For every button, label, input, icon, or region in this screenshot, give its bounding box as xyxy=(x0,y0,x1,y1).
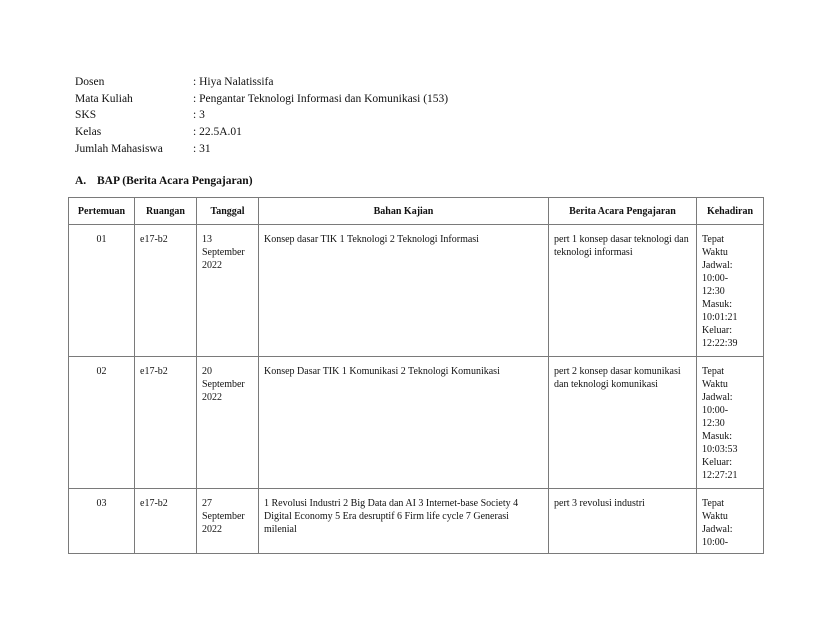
info-label: Mata Kuliah xyxy=(75,92,133,105)
info-row-jumlah-mahasiswa xyxy=(75,141,448,158)
info-row-mata-kuliah xyxy=(75,91,448,108)
cell-bahan-kajian: Konsep dasar TIK 1 Teknologi 2 Teknologi Informasi xyxy=(259,225,549,357)
info-row-sks xyxy=(75,107,448,124)
kehadiran-line: 10:00- xyxy=(702,537,729,548)
cell-kehadiran xyxy=(697,357,764,489)
info-label: SKS xyxy=(75,109,97,122)
kehadiran-line: Masuk: xyxy=(702,299,732,310)
bap-table xyxy=(68,197,764,554)
kehadiran-line: Tepat xyxy=(702,234,725,245)
cell-tanggal: 20 September 2022 xyxy=(197,357,259,489)
course-info xyxy=(75,74,448,158)
header-kehadiran: Kehadiran xyxy=(697,198,764,225)
cell-ruangan: e17-b2 xyxy=(135,225,197,357)
kehadiran-line: Keluar: xyxy=(702,457,732,468)
table-row xyxy=(69,225,764,357)
info-value: : 22.5A.01 xyxy=(193,126,242,139)
kehadiran-line: Masuk: xyxy=(702,431,732,442)
cell-berita-acara: pert 2 konsep dasar komunikasi dan teknologi komunikasi xyxy=(549,357,697,489)
cell-pertemuan: 01 xyxy=(69,225,135,357)
table-row xyxy=(69,357,764,489)
header-tanggal: Tanggal xyxy=(197,198,259,225)
cell-bahan-kajian: Konsep Dasar TIK 1 Komunikasi 2 Teknologi Komunikasi xyxy=(259,357,549,489)
cell-berita-acara: pert 3 revolusi industri xyxy=(549,489,697,554)
info-value: : 31 xyxy=(193,142,211,155)
kehadiran-line: 12:30 xyxy=(702,418,725,429)
kehadiran-line: Jadwal: xyxy=(702,260,733,271)
cell-tanggal: 13 September 2022 xyxy=(197,225,259,357)
header-bahan-kajian: Bahan Kajian xyxy=(259,198,549,225)
kehadiran-line: Waktu xyxy=(702,511,728,522)
kehadiran-line: 12:30 xyxy=(702,286,725,297)
section-title: BAP (Berita Acara Pengajaran) xyxy=(97,175,253,187)
kehadiran-line: 12:27:21 xyxy=(702,470,738,481)
info-value: : 3 xyxy=(193,109,205,122)
kehadiran-line: 12:22:39 xyxy=(702,338,738,349)
info-label: Kelas xyxy=(75,126,102,139)
header-berita-acara: Berita Acara Pengajaran xyxy=(549,198,697,225)
kehadiran-line: 10:00- xyxy=(702,405,729,416)
header-pertemuan: Pertemuan xyxy=(69,198,135,225)
kehadiran-line: Tepat xyxy=(702,498,725,509)
info-label: Jumlah Mahasiswa xyxy=(75,142,163,155)
info-value: : Pengantar Teknologi Informasi dan Komunikasi (153) xyxy=(193,92,449,105)
kehadiran-line: Jadwal: xyxy=(702,524,733,535)
cell-kehadiran xyxy=(697,489,764,554)
cell-ruangan: e17-b2 xyxy=(135,489,197,554)
table-row xyxy=(69,489,764,554)
cell-tanggal: 27 September 2022 xyxy=(197,489,259,554)
cell-pertemuan: 03 xyxy=(69,489,135,554)
cell-kehadiran xyxy=(697,225,764,357)
info-row-dosen xyxy=(75,74,448,91)
info-value: : Hiya Nalatissifa xyxy=(193,76,274,88)
section-number: A. xyxy=(75,175,87,187)
info-row-kelas xyxy=(75,124,448,141)
kehadiran-line: Keluar: xyxy=(702,325,732,336)
info-label: Dosen xyxy=(75,76,105,88)
cell-pertemuan: 02 xyxy=(69,357,135,489)
kehadiran-line: Waktu xyxy=(702,379,728,390)
header-ruangan: Ruangan xyxy=(135,198,197,225)
kehadiran-line: 10:03:53 xyxy=(702,444,738,455)
table-header-row xyxy=(69,198,764,225)
kehadiran-line: Tepat xyxy=(702,366,725,377)
cell-berita-acara: pert 1 konsep dasar teknologi dan teknologi informasi xyxy=(549,225,697,357)
kehadiran-line: 10:00- xyxy=(702,273,729,284)
kehadiran-line: 10:01:21 xyxy=(702,312,738,323)
cell-ruangan: e17-b2 xyxy=(135,357,197,489)
kehadiran-line: Waktu xyxy=(702,247,728,258)
kehadiran-line: Jadwal: xyxy=(702,392,733,403)
cell-bahan-kajian: 1 Revolusi Industri 2 Big Data dan AI 3 Internet-base Society 4 Digital Economy 5 Era desruptif 6 Firm life cycle 7 Generasi milenial xyxy=(259,489,549,554)
section-heading xyxy=(75,175,253,187)
